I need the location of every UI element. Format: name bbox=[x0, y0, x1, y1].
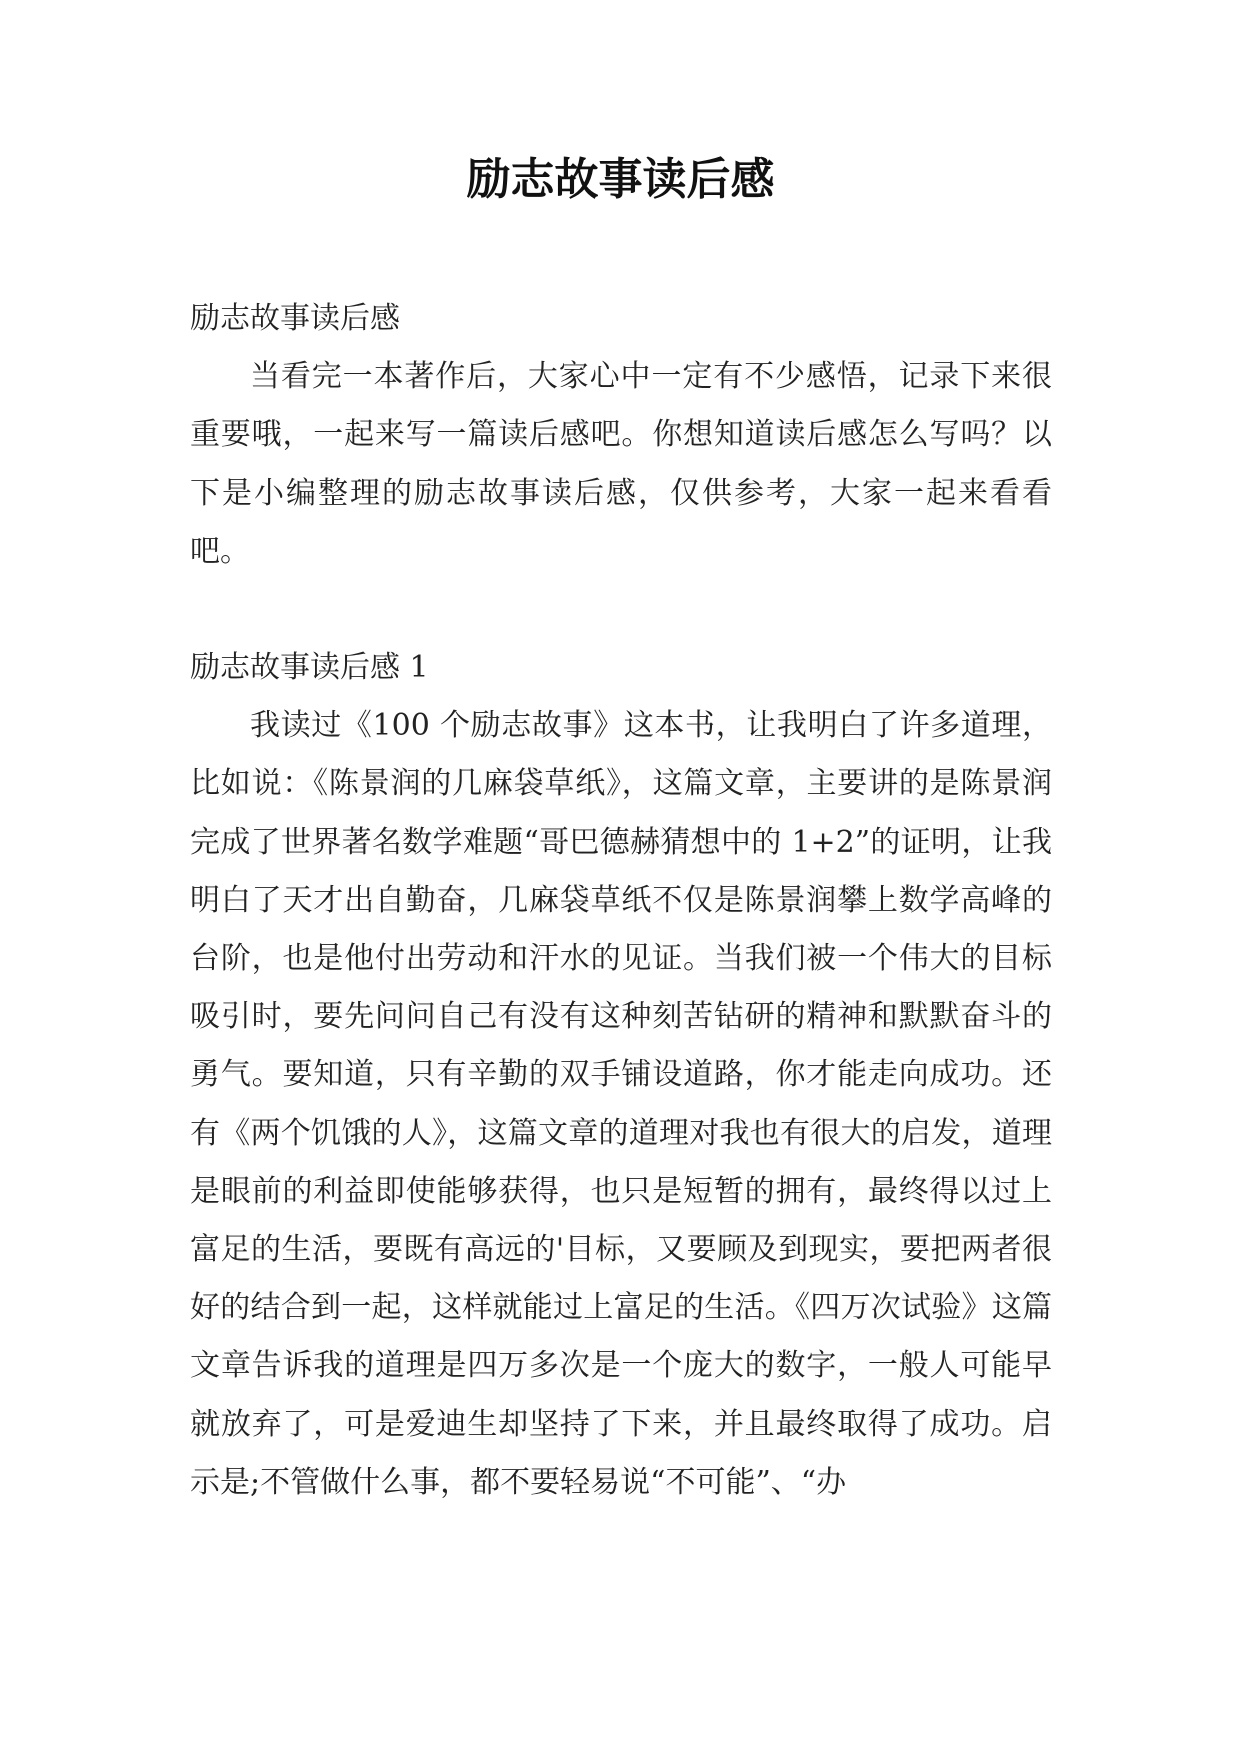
intro-heading: 励志故事读后感 bbox=[190, 301, 400, 336]
section-1-paragraph: 我读过《100 个励志故事》这本书，让我明白了许多道理，比如说：《陈景润的几麻袋草纸》，这篇文章，主要讲的是陈景润完成了世界著名数学难题“哥巴德赫猜想中的 1+2”的证明，让我明白了天才出自勤奋，几麻袋草纸不仅是陈景润攀上数学高峰的台阶，也是他付出劳动和汗水的见证。当我们被一个伟大的目标吸引时，要先问问自己有没有这种刻苦钻研的精神和默默奋斗的勇气。要知道，只有辛勤的双手铺设道路，你才能走向成功。还有《两个饥饿的人》，这篇文章的道理对我也有很大的启发，道理是眼前的利益即使能够获得，也只是短暂的拥有，最终得以过上富足的生活，要既有高远的'目标，又要顾及到现实，要把两者很好的结合到一起，这样就能过上富足的生活。《四万次试验》这篇文章告诉我的道理是四万多次是一个庞大的数字，一般人可能早就放弃了，可是爱迪生却坚持了下来，并且最终取得了成功。启示是;不管做什么事，都不要轻易说“不可能”、“办 bbox=[190, 708, 1052, 1500]
section-spacer bbox=[190, 581, 1052, 639]
document-title: 励志故事读后感 bbox=[466, 154, 775, 205]
section-1-heading: 励志故事读后感 1 bbox=[190, 650, 429, 686]
intro-paragraph: 当看完一本著作后，大家心中一定有不少感悟，记录下来很重要哦，一起来写一篇读后感吧。你想知道读后感怎么写吗？以下是小编整理的励志故事读后感，仅供参考，大家一起来看看吧。 bbox=[190, 359, 1052, 569]
document-body bbox=[190, 290, 1052, 1512]
